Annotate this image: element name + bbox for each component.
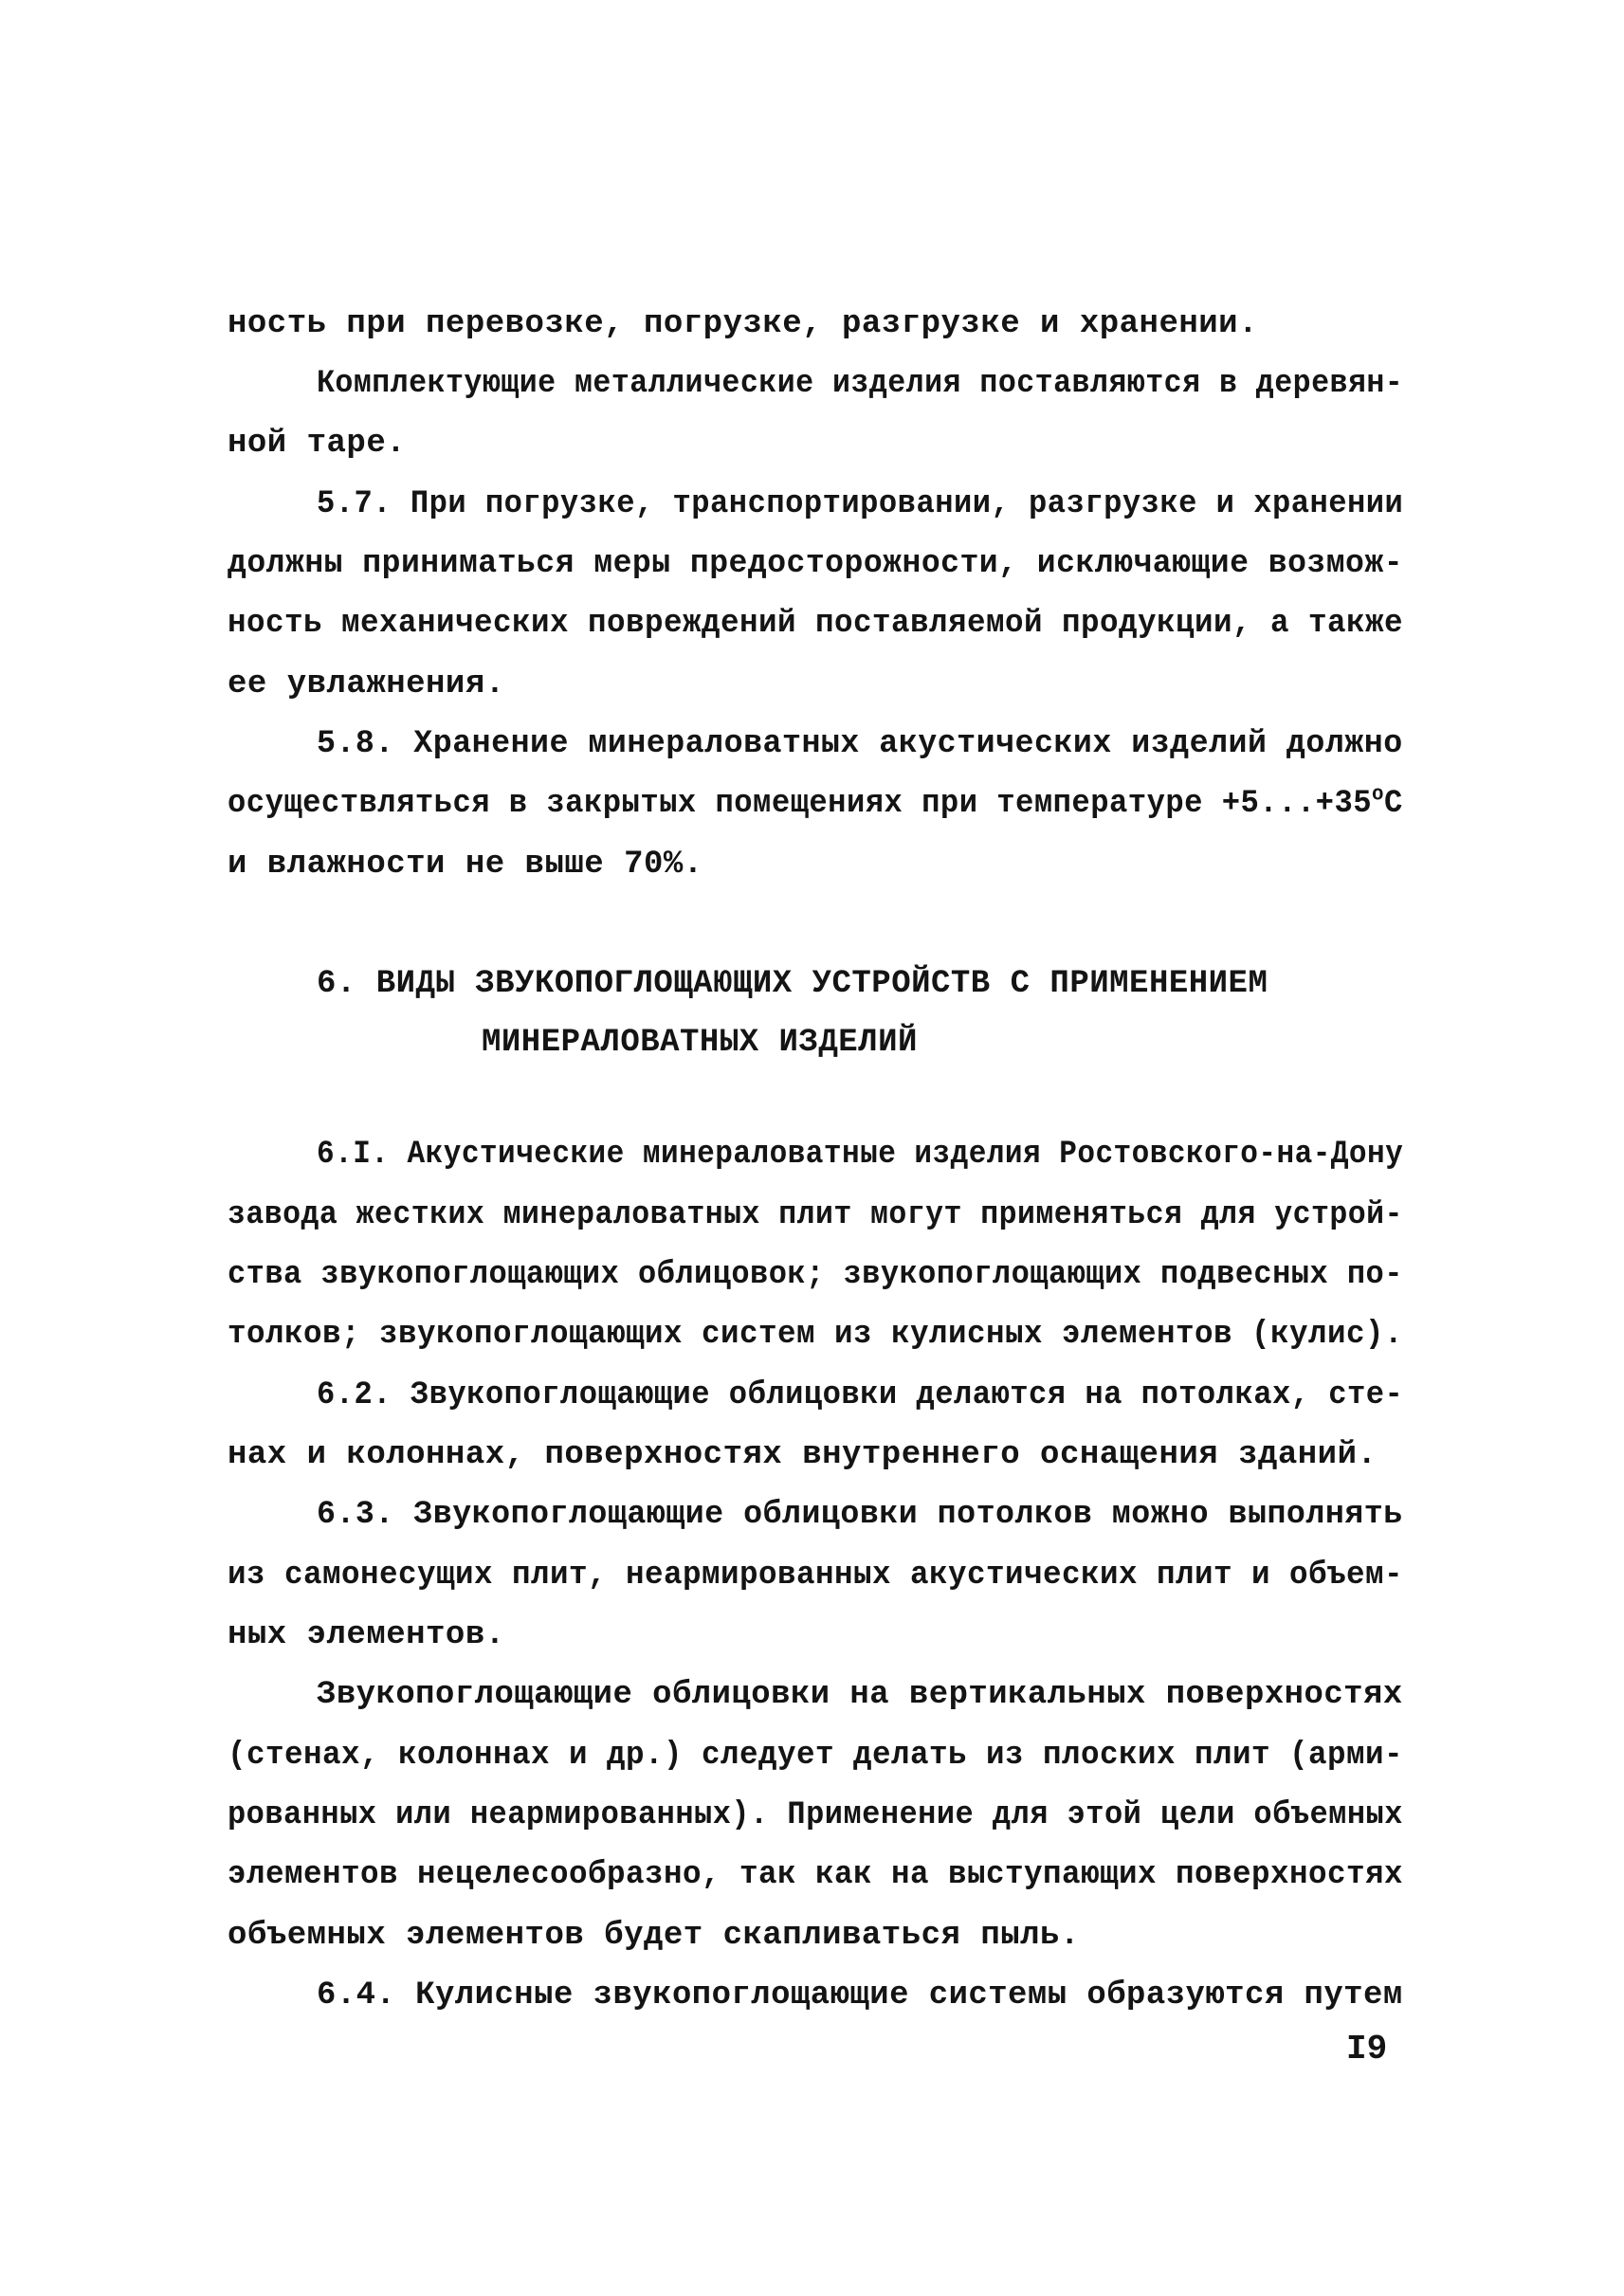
text-line: ность при перевозке, погрузке, разгрузке и хранении. bbox=[228, 306, 1258, 342]
text-line: ства звукопоглощающих облицовок; звукопоглощающих подвесных по- bbox=[228, 1257, 1403, 1293]
degree-superscript: о bbox=[1372, 782, 1384, 807]
text-line: 6.4. Кулисные звукопоглощающие системы образуются путем bbox=[317, 1977, 1403, 2014]
section-heading: МИНЕРАЛОВАТНЫХ ИЗДЕЛИЙ bbox=[482, 1025, 918, 1061]
text-line: элементов нецелесообразно, так как на выступающих поверхностях bbox=[228, 1857, 1404, 1893]
text-line: должны приниматься меры предосторожности, исключающие возмож- bbox=[228, 546, 1404, 582]
text-line: Звукопоглощающие облицовки на вертикальных поверхностях bbox=[317, 1677, 1403, 1713]
text-line: из самонесущих плит, неармированных акустических плит и объем- bbox=[228, 1558, 1404, 1594]
text-line: и влажности не выше 70%. bbox=[228, 847, 703, 883]
section-heading: 6. ВИДЫ ЗВУКОПОГЛОЩАЮЩИХ УСТРОЙСТВ С ПРИМЕНЕНИЕМ bbox=[317, 966, 1268, 1002]
text-line: 6.2. Звукопоглощающие облицовки делаются на потолках, сте- bbox=[317, 1377, 1404, 1413]
text-line: ность механических повреждений поставляемой продукции, а также bbox=[228, 606, 1404, 642]
text-line: 5.8. Хранение минераловатных акустических изделий должно bbox=[317, 726, 1403, 762]
text-fragment: осуществляться в закрытых помещениях при температуре +5...+35 bbox=[228, 786, 1373, 822]
text-line: ее увлажнения. bbox=[228, 666, 505, 702]
text-fragment: С bbox=[1383, 786, 1403, 822]
text-line: ной таре. bbox=[228, 426, 407, 462]
text-line bbox=[228, 782, 1403, 823]
text-line: завода жестких минераловатных плит могут применяться для устрой- bbox=[228, 1197, 1403, 1233]
text-line: Комплектующие металлические изделия поставляются в деревян- bbox=[317, 366, 1404, 402]
text-line: объемных элементов будет скапливаться пыль. bbox=[228, 1918, 1080, 1954]
text-line: рованных или неармированных). Применение для этой цели объемных bbox=[228, 1797, 1403, 1833]
text-line: нах и колоннах, поверхностях внутреннего оснащения зданий. bbox=[228, 1437, 1378, 1473]
page-number: I9 bbox=[1346, 2030, 1388, 2068]
text-line: (стенах, колоннах и др.) следует делать из плоских плит (арми- bbox=[228, 1738, 1404, 1774]
text-line: 6.3. Звукопоглощающие облицовки потолков можно выполнять bbox=[317, 1497, 1403, 1533]
text-line: толков; звукопоглощающих систем из кулисных элементов (кулис). bbox=[228, 1317, 1404, 1353]
text-line: 5.7. При погрузке, транспортировании, разгрузке и хранении bbox=[317, 486, 1404, 522]
text-line: ных элементов. bbox=[228, 1617, 505, 1653]
text-line: 6.I. Акустические минераловатные изделия Ростовского-на-Дону bbox=[317, 1137, 1404, 1173]
